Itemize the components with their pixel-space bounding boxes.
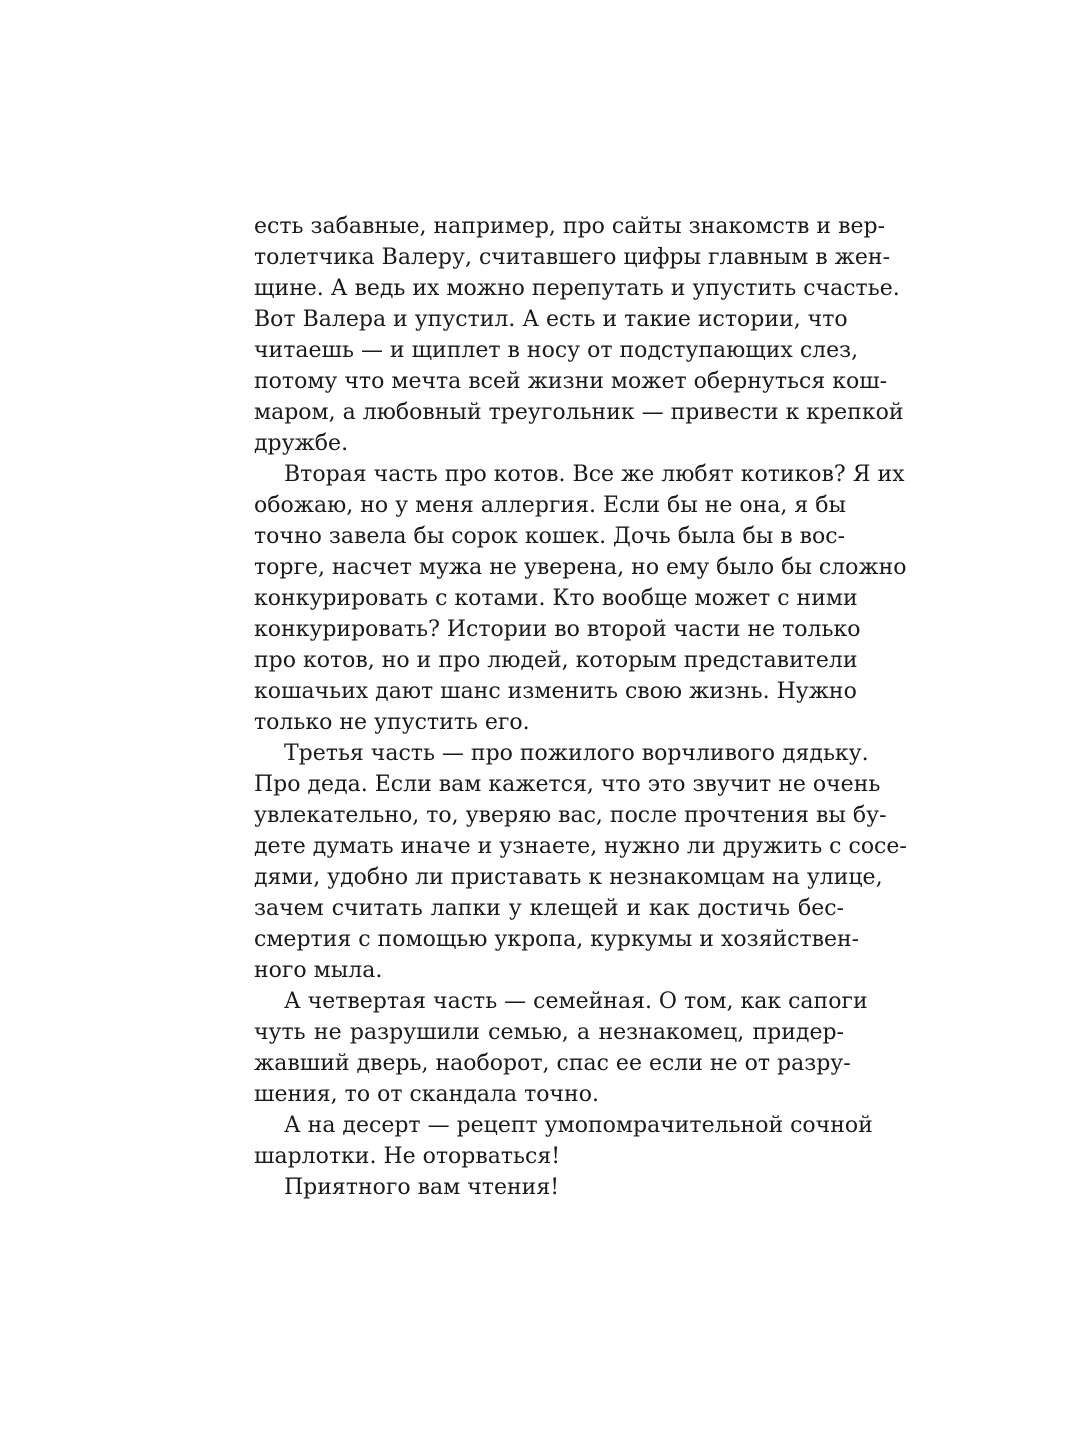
text-line: смертия с помощью укропа, куркумы и хозяйствен- [254,927,860,952]
text-line: конкурировать? Истории во второй части не только [254,617,861,642]
text-line: Третья часть — про пожилого ворчливого дядьку. [284,741,869,766]
text-line: увлекательно, то, уверяю вас, после прочтения вы бу- [254,803,887,828]
text-line: шения, то от скандала точно. [254,1082,599,1107]
text-line: жавший дверь, наоборот, спас ее если не от разру- [254,1051,851,1076]
text-line: читаешь — и щиплет в носу от подступающих слез, [254,338,859,363]
text-line: толетчика Валеру, считавшего цифры главным в жен- [254,245,891,270]
text-line: ного мыла. [254,958,383,983]
text-line: обожаю, но у меня аллергия. Если бы не она, я бы [254,493,847,518]
text-line: потому что мечта всей жизни может обернуться кош- [254,369,888,394]
text-line: Приятного вам чтения! [284,1175,560,1200]
paragraph-2 [254,459,907,738]
body-text [254,211,907,1203]
paragraph-4 [254,986,868,1110]
text-line: конкурировать с котами. Кто вообще может с ними [254,586,858,611]
text-line: маром, а любовный треугольник — привести к крепкой [254,400,904,425]
text-line: зачем считать лапки у клещей и как достичь бес- [254,896,844,921]
text-line: А на десерт — рецепт умопомрачительной сочной [284,1113,873,1138]
text-line: щине. А ведь их можно перепутать и упустить счастье. [254,276,900,301]
text-line: А четвертая часть — семейная. О том, как сапоги [284,989,868,1014]
text-line: Вторая часть про котов. Все же любят котиков? Я их [284,462,905,487]
text-line: кошачьих дают шанс изменить свою жизнь. Нужно [254,679,857,704]
text-line: про котов, но и про людей, которым представители [254,648,858,673]
paragraph-3 [254,738,907,986]
text-line: Вот Валера и упустил. А есть и такие истории, что [254,307,848,332]
text-line: только не упустить его. [254,710,530,735]
text-line: дете думать иначе и узнаете, нужно ли дружить с сосе- [254,834,907,859]
text-line: дями, удобно ли приставать к незнакомцам на улице, [254,865,883,890]
paragraph-1 [254,211,904,459]
text-line: Про деда. Если вам кажется, что это звучит не очень [254,772,881,797]
text-line: точно завела бы сорок кошек. Дочь была бы в вос- [254,524,846,549]
text-line: шарлотки. Не оторваться! [254,1144,561,1169]
paragraph-6 [254,1172,844,1203]
text-line: чуть не разрушили семью, а незнакомец, придер- [254,1020,844,1045]
text-line: дружбе. [254,431,349,456]
text-line: есть забавные, например, про сайты знакомств и вер- [254,214,886,239]
paragraph-5 [254,1110,873,1172]
text-line: торге, насчет мужа не уверена, но ему было бы сложно [254,555,907,580]
